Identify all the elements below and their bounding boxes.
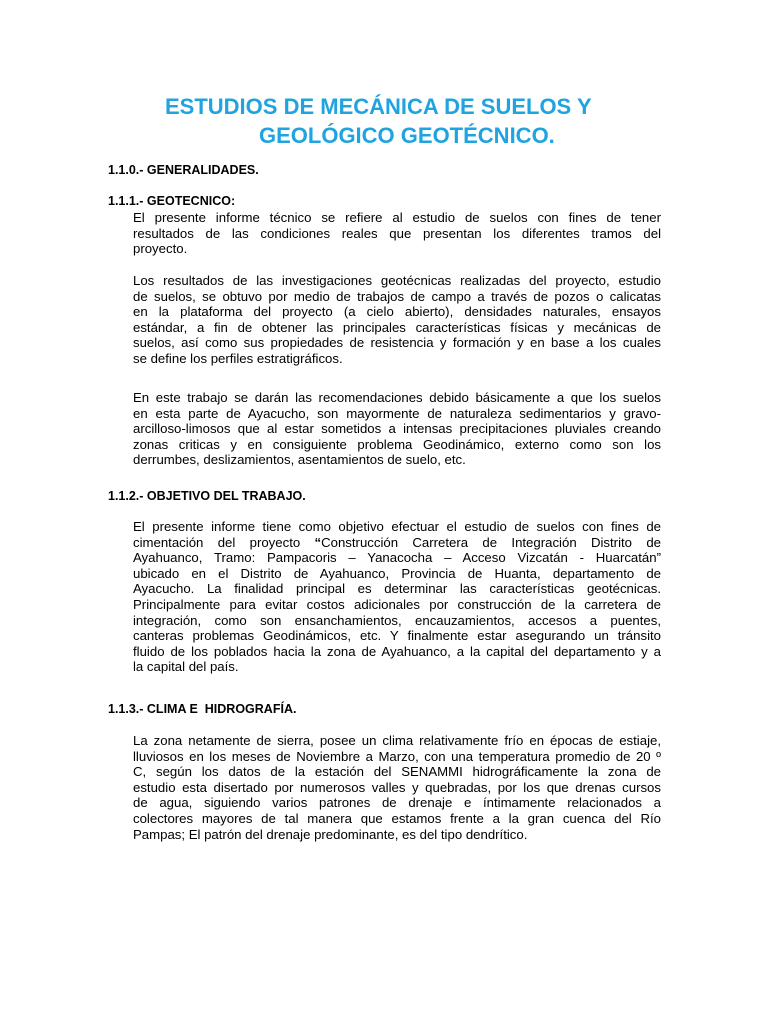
text-line: En este trabajo se darán las recomendaciones debido básicamente a que los suelos: [133, 390, 661, 405]
text-line: fluido de los poblados hacia la zona de Ayahuanco, a la capital del departamento y a: [133, 643, 661, 659]
text-line: lluviosos en los meses de Noviembre a Marzo, con una temperatura promedio de 20 º: [133, 748, 661, 764]
text-line: se define los perfiles estratigráficos.: [133, 350, 343, 366]
text-line: La zona netamente de sierra, posee un clima relativamente frío en épocas de estiaje,: [133, 733, 661, 748]
text-line: Los resultados de las investigaciones geotécnicas realizadas del proyecto, estudio: [133, 273, 661, 288]
paragraph-recomendaciones: [133, 390, 661, 468]
text-segment: Construcción Carretera de Integración Distrito de: [321, 534, 661, 550]
text-line: de agua, siguiendo varios patrones de drenaje e íntimamente relacionados a: [133, 795, 661, 811]
text-line: El presente informe tiene como objetivo efectuar el estudio de suelos con fines de: [133, 519, 661, 534]
document-title: [0, 92, 768, 150]
text-line: canteras problemas Geodinámicos, etc. Y finalmente estar asegurando un tránsito: [133, 628, 661, 644]
text-line: estudio esta disertado por numerosos valles y quebradas, por los que drenas cursos: [133, 779, 661, 795]
heading-generalidades: 1.1.0.- GENERALIDADES.: [108, 163, 259, 177]
text-line: El presente informe técnico se refiere al estudio de suelos con fines de tener: [133, 210, 661, 225]
paragraph-clima: [133, 733, 661, 842]
text-line: derrumbes, deslizamientos, asentamientos de suelo, etc.: [133, 452, 466, 468]
text-line: de suelos, se obtuvo por medio de trabajos de campo a través de pozos o calicatas: [133, 288, 661, 304]
text-line: la capital del país.: [133, 659, 239, 675]
heading-objetivo: 1.1.2.- OBJETIVO DEL TRABAJO.: [108, 489, 306, 503]
text-line: Ayacucho. La finalidad principal es determinar las características geotécnicas.: [133, 581, 661, 597]
title-line-1: ESTUDIOS DE MECÁNICA DE SUELOS Y: [165, 94, 592, 119]
text-line: zonas criticas y en consiguiente problema Geodinámico, externo como son los: [133, 436, 661, 452]
paragraph-objetivo: [133, 519, 661, 675]
text-segment: cimentación del proyecto: [133, 534, 315, 550]
text-line: Principalmente para evitar costos adicionales por construcción de la carretera de: [133, 596, 661, 612]
paragraph-geotecnico-intro: [133, 210, 661, 257]
text-line: en esta parte de Ayacucho, son mayormente de naturaleza sedimentarios y gravo-: [133, 405, 661, 421]
text-line: resultados de las condiciones reales que presentan los diferentes tramos del: [133, 225, 661, 241]
text-line: Ayahuanco, Tramo: Pampacoris – Yanacocha – Acceso Vizcatán - Huarcatán”: [133, 550, 661, 566]
text-line: integración, como son ensanchamientos, encauzamientos, accesos a puentes,: [133, 612, 661, 628]
text-line: arcilloso-limosos que al estar sometidos a intensas precipitaciones pluviales creando: [133, 421, 661, 437]
text-line: proyecto.: [133, 241, 188, 257]
text-line: [133, 535, 661, 551]
text-line: ubicado en el Distrito de Ayahuanco, Provincia de Huanta, departamento de: [133, 565, 661, 581]
heading-clima: 1.1.3.- CLIMA E HIDROGRAFÍA.: [108, 702, 297, 716]
text-line: C, según los datos de la estación del SENAMMI hidrográficamente la zona de: [133, 764, 661, 780]
heading-geotecnico: 1.1.1.- GEOTECNICO:: [108, 194, 236, 208]
text-line: estándar, a fin de obtener las principales características físicas y mecánicas de: [133, 319, 661, 335]
text-line: colectores mayores de tal manera que estamos frente a la gran cuenca del Río: [133, 810, 661, 826]
text-line: Pampas; El patrón del drenaje predominante, es del tipo dendrítico.: [133, 826, 528, 842]
bold-quote: “: [314, 534, 322, 550]
title-line-2: GEOLÓGICO GEOTÉCNICO.: [259, 123, 555, 148]
text-line: suelos, así como sus propiedades de resistencia y formación y en base a los cuales: [133, 335, 661, 351]
paragraph-investigaciones: [133, 273, 661, 367]
text-line: en la plataforma del proyecto (a cielo abierto), densidades naturales, ensayos: [133, 304, 661, 320]
